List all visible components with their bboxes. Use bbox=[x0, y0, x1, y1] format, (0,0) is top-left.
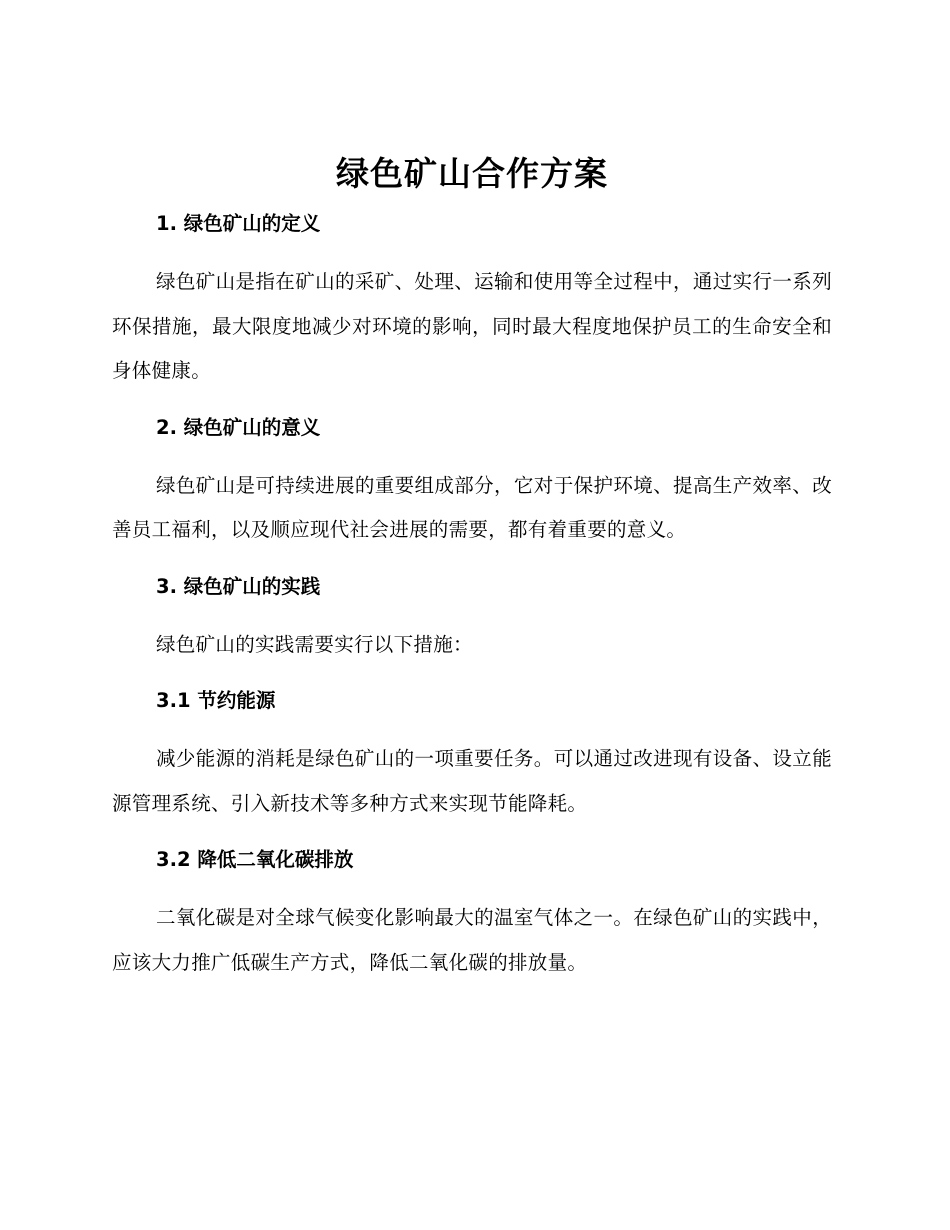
section-heading-significance: 2. 绿色矿山的意义 bbox=[156, 415, 321, 439]
section-heading-definition: 1. 绿色矿山的定义 bbox=[156, 212, 321, 235]
subsection-body-co2: 二氧化碳是对全球气候变化影响最大的温室气体之一。在绿色矿山的实践中，应该大力推广低碳生产方式，降低二氧化碳的排放量。 bbox=[112, 906, 832, 974]
document-content bbox=[112, 146, 832, 997]
page-title: 绿色矿山合作方案 bbox=[336, 154, 608, 193]
section-body-definition: 绿色矿山是指在矿山的采矿、处理、运输和使用等全过程中，通过实行一系列环保措施，最大限度地减少对环境的影响，同时最大程度地保护员工的生命安全和身体健康。 bbox=[112, 270, 832, 382]
section-body-significance: 绿色矿山是可持续进展的重要组成部分，它对于保护环境、提高生产效率、改善员工福利，以及顺应现代社会进展的需要，都有着重要的意义。 bbox=[112, 473, 832, 541]
subsection-heading-co2: 3.2 降低二氧化碳排放 bbox=[156, 848, 354, 871]
subsection-heading-energy: 3.1 节约能源 bbox=[156, 689, 276, 712]
section-heading-practice: 3. 绿色矿山的实践 bbox=[156, 574, 321, 598]
section-body-practice: 绿色矿山的实践需要实行以下措施： bbox=[156, 632, 473, 656]
subsection-body-energy: 减少能源的消耗是绿色矿山的一项重要任务。可以通过改进现有设备、设立能源管理系统、引入新技术等多种方式来实现节能降耗。 bbox=[112, 747, 832, 815]
